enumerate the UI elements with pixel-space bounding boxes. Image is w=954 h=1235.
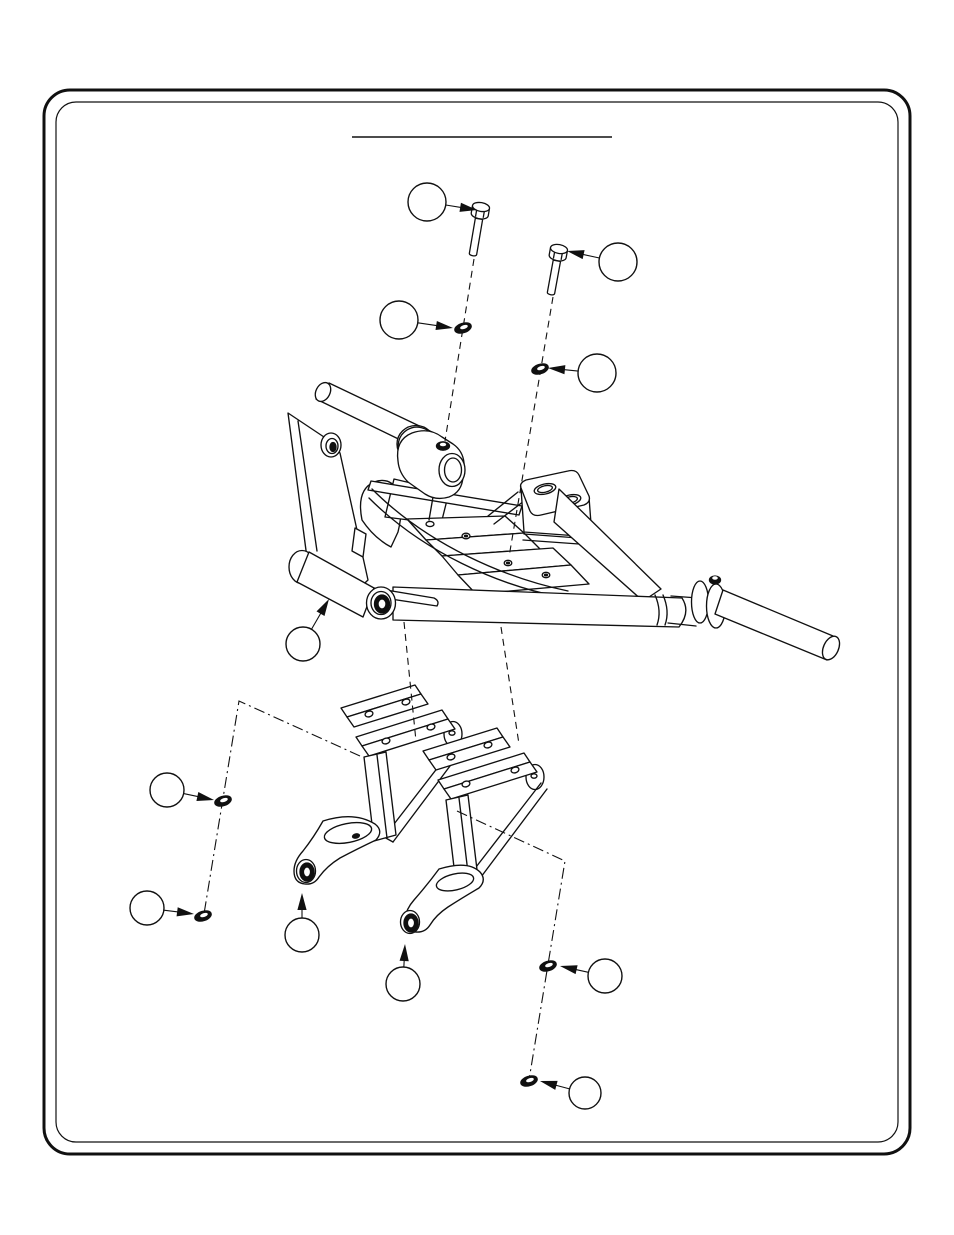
callout-balloon xyxy=(130,891,164,925)
washer-icon xyxy=(213,794,232,808)
alignment-line xyxy=(501,627,519,744)
callout-washer-upper-right xyxy=(548,354,616,392)
leader-arrow-icon xyxy=(540,1081,558,1090)
leader-arrow-icon xyxy=(560,965,578,974)
leader-arrow-icon xyxy=(297,893,306,910)
callout-balloon xyxy=(150,773,184,807)
callout-balloon xyxy=(578,354,616,392)
callout-washer-mid-left xyxy=(150,773,214,807)
callout-left-bracket-bushing xyxy=(285,893,319,952)
callout-balloon xyxy=(588,959,622,993)
callout-balloon xyxy=(286,627,320,661)
leader-arrow-icon xyxy=(400,944,409,961)
callout-frame-arm-pivot xyxy=(286,599,329,661)
right-pivot-bracket xyxy=(401,728,548,934)
bracket-bushing xyxy=(297,860,316,883)
main-frame-assembly xyxy=(288,380,843,934)
callouts xyxy=(130,183,637,1109)
callout-hex-bolt-upper-left xyxy=(408,183,477,221)
leader-arrow-icon xyxy=(317,599,329,616)
washer-icon xyxy=(538,959,557,973)
callout-balloon xyxy=(599,243,637,281)
bracket-bushing xyxy=(401,911,420,934)
arm-tab xyxy=(352,528,366,557)
washer-icon xyxy=(519,1074,538,1088)
leader-arrow-icon xyxy=(177,907,194,916)
callout-washer-bottom-right xyxy=(540,1077,601,1109)
alignment-lines xyxy=(203,259,565,1080)
washer-icon xyxy=(193,909,212,923)
leader-arrow-icon xyxy=(567,250,585,259)
callout-balloon xyxy=(569,1077,601,1109)
callout-balloon xyxy=(285,918,319,952)
callout-hex-bolt-upper-right xyxy=(567,243,637,281)
callout-washer-mid-right xyxy=(560,959,622,993)
callout-balloon xyxy=(408,183,446,221)
callout-washer-lower-left xyxy=(130,891,194,925)
callout-washer-upper-left xyxy=(380,301,453,339)
collar-and-rod xyxy=(668,576,843,662)
hub-bushing xyxy=(367,587,396,619)
fasteners xyxy=(193,201,568,1088)
leader-line xyxy=(418,323,439,326)
washer-icon xyxy=(453,321,472,335)
leader-line xyxy=(312,611,322,629)
leader-arrow-icon xyxy=(436,321,453,330)
hex-bolt-icon xyxy=(542,243,568,296)
callout-balloon xyxy=(380,301,418,339)
collar-disc xyxy=(692,581,709,623)
callout-right-bracket-bushing xyxy=(386,944,420,1001)
leader-arrow-icon xyxy=(548,365,565,374)
alignment-line xyxy=(445,259,474,441)
washer-icon xyxy=(530,362,549,376)
left-pivot-bracket xyxy=(294,685,465,884)
callout-balloon xyxy=(386,967,420,1001)
alignment-line xyxy=(203,701,360,920)
weight-rod xyxy=(715,590,833,660)
leader-arrow-icon xyxy=(196,792,214,801)
